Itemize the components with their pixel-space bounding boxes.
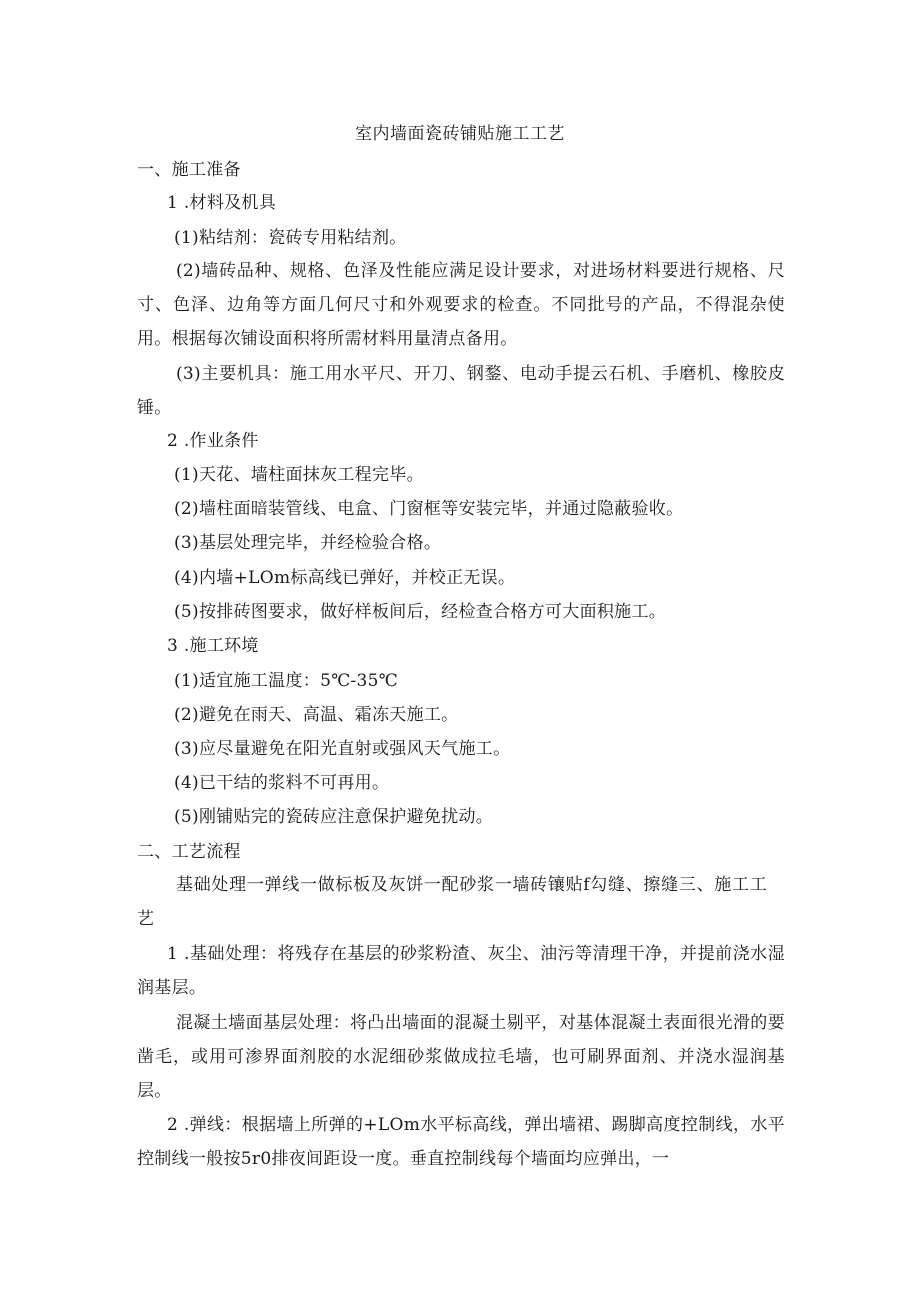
subsection-heading: 1 .材料及机具: [167, 193, 277, 213]
paragraph: (4)内墙+LOm标高线已弹好，并校正无误。: [174, 568, 516, 588]
paragraph: (4)已干结的浆料不可再用。: [174, 773, 390, 793]
paragraph: (1)粘结剂：瓷砖专用粘结剂。: [174, 228, 407, 248]
paragraph: (3)基层处理完毕，并经检验合格。: [174, 533, 442, 553]
paragraph: (5)刚铺贴完的瓷砖应注意保护避免扰动。: [174, 807, 494, 827]
paragraph: (1)天花、墙柱面抹灰工程完毕。: [174, 465, 424, 485]
paragraph: 2 .弹线：根据墙上所弹的+LOm水平标高线，弹出墙裙、踢脚高度控制线，水平控制线一般按5r0排夜间距设一度。垂直控制线每个墙面均应弹出，一: [137, 1115, 785, 1169]
subsection-heading: 3 .施工环境: [167, 636, 259, 656]
section-heading: 一、施工准备: [137, 160, 241, 180]
paragraph: 基础处理一弹线一做标板及灰饼一配砂浆一墙砖镶贴f勾缝、擦缝三、施工工艺: [137, 875, 767, 929]
paragraph: (2)墙柱面暗装管线、电盒、门窗框等安装完毕，并通过隐蔽验收。: [174, 499, 684, 519]
paragraph: 混凝土墙面基层处理：将凸出墙面的混凝土剔平，对基体混凝土表面很光滑的要凿毛，或用可渗界面剂胶的水泥细砂浆做成拉毛墙，也可刷界面剂、并浇水湿润基层。: [137, 1013, 785, 1101]
section-heading: 二、工艺流程: [137, 842, 241, 862]
paragraph: (3)主要机具：施工用水平尺、开刀、钢鍪、电动手提云石机、手磨机、橡胶皮锤。: [137, 364, 785, 418]
paragraph: (2)墙砖品种、规格、色泽及性能应满足设计要求，对进场材料要进行规格、尺寸、色泽、边角等方面几何尺寸和外观要求的检查。不同批号的产品，不得混杂使用。根据每次铺设面积将所需材料用量清点备用。: [137, 261, 785, 349]
subsection-heading: 2 .作业条件: [167, 431, 259, 451]
paragraph: 1 .基础处理：将残存在基层的砂浆粉渣、灰尘、油污等清理干净，并提前浇水湿润基层。: [137, 944, 785, 998]
paragraph: (1)适宜施工温度：5℃-35℃: [174, 671, 399, 691]
paragraph: (5)按排砖图要求，做好样板间后，经检查合格方可大面积施工。: [174, 602, 667, 622]
paragraph: (2)避免在雨天、高温、霜冻天施工。: [174, 705, 459, 725]
paragraph: (3)应尽量避免在阳光直射或强风天气施工。: [174, 739, 511, 759]
document-title: 室内墙面瓷砖铺贴施工工艺: [355, 124, 565, 144]
